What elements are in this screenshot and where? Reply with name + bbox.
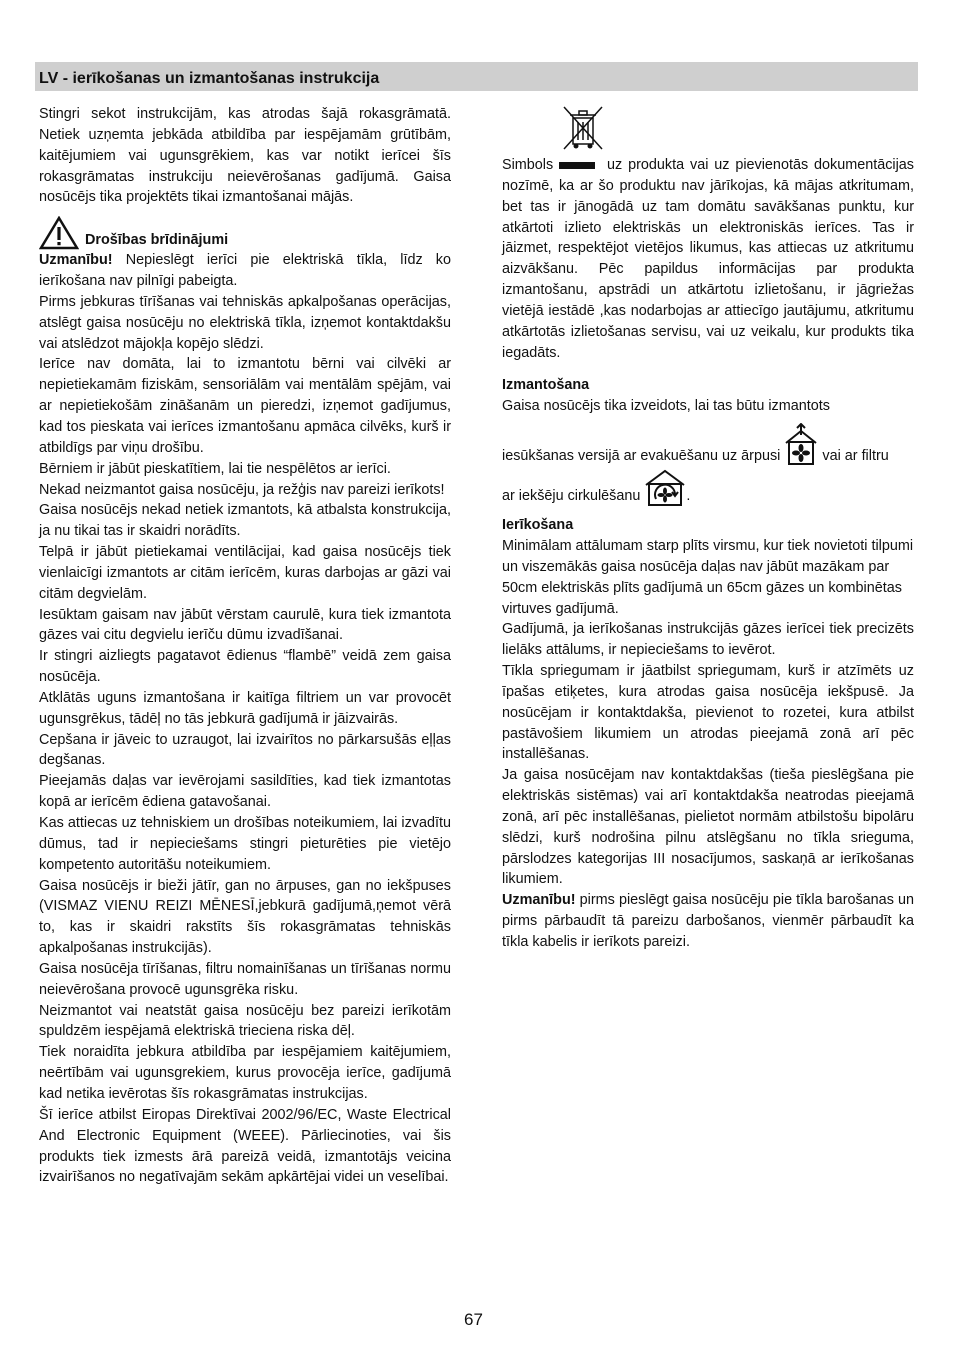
- install-heading: Ierīkošana: [502, 517, 574, 534]
- warning-paragraph: Gaisa nosūcēja tīrīšanas, filtru nomainīšanas un tīrīšanas normu neievērošana provocē ugunsgrēka risku.: [39, 960, 451, 998]
- extraction-house-icon: [784, 423, 818, 467]
- symbol-text: uz produkta vai uz pievienotās dokumentācijas nozīmē, ka ar šo produktu nav jārīkojas, kā mājas atkritumam, bet tas ir jānogādā uz tam domātu savākšanas punktu, kur atkārtoti izlieto elektriskās un elektroniskās ierīces. Tas ir jāizmet, respektējot vietējos likumus, kas attiecas uz atkritumu aizvākšanu. Pēc papildus informācijas par produkta izmantošanu, apstrādi un atkārtotu izlietošanu, ir jāgriežas vietējā iestādē ,kas nodarbojas ar attiecīgo jautājumu, atkritumu atkārtotās izlietošanas servisu, vai uz veikalu, kur produkts tika iegadāts.: [502, 157, 914, 361]
- page-number: 67: [464, 1310, 483, 1329]
- right-column: [502, 104, 914, 953]
- crossed-bin-icon: [560, 104, 606, 152]
- symbol-word: Simbols: [502, 157, 554, 173]
- section-title-bar: [35, 62, 918, 91]
- usage-text-filter: vai ar filtru: [822, 448, 889, 465]
- attention-label: Uzmanību!: [39, 252, 113, 269]
- recirculation-house-icon: [644, 469, 686, 507]
- usage-line-1: Gaisa nosūcējs tika izveidots, lai tas būtu izmantots: [502, 398, 830, 415]
- warning-paragraph: Telpā ir jābūt pietiekamai ventilācijai, kad gaisa nosūcējs tiek vienlaicīgi izmantots ar citām ierīcēm, kuras darbojas ar gāzi vai citām degvielām.: [39, 544, 451, 602]
- warning-paragraph: Pirms jebkuras tīrīšanas vai tehniskās apkalpošanas operācijas, atslēgt gaisa nosūcēju no elektriskā tīkla, izņemot kontaktdakšu vai atslēdzot mājokļa kopējo slēdzi.: [39, 293, 451, 352]
- usage-line-3: [502, 469, 914, 507]
- usage-text-recirculation: ar iekšēju cirkulēšanu: [502, 488, 641, 505]
- warning-paragraph: [39, 250, 451, 292]
- page-title: LV - ierīkošanas un izmantošanas instrukcija: [39, 70, 380, 87]
- install-paragraph: Tīkla spriegumam ir jāatbilst spriegumam, kurš ir atzīmēts uz īpašas etiķetes, kura atrodas gaisa nosūcēja iekšpusē. Ja nosūcējam ir kontaktdakša, pievienot to rozetei, kura atbilst pastāvošiem likumiem un atrodas pieejamā zonā arī pēc installēšanas.: [502, 663, 914, 763]
- warning-triangle-icon: [39, 216, 79, 250]
- warning-paragraph: Gaisa nosūcējs nekad netiek izmantots, kā atbalsta konstrukcija, ja nu tikai tas ir skaidri norādīts.: [39, 502, 451, 540]
- left-column: [39, 104, 451, 1188]
- install-paragraph: [502, 890, 914, 953]
- warning-paragraph: Atklātās uguns izmantošana ir kaitīga filtriem un var provocēt ugunsgrēkus, tādēļ no tās jebkurā gadījumā ir jāizvairās.: [39, 689, 451, 727]
- install-paragraph: Ja gaisa nosūcējam nav kontaktdakšas (tieša pieslēgšana pie elektriskās sistēmas) vai arī kontaktdakša neatrodas pieejamā zonā, arī pēc installēšanas, pielietot normām atbilstošu bipolāru slēdzi, kurš nodrošina pilnu atslēgšanu no tīkla srieguma, pārslodzes kategorijas III nosacījumos, saskaņā ar ierīkošanas likumiem.: [502, 767, 914, 888]
- intro-paragraph: Stingri sekot instrukcijām, kas atrodas šajā rokasgrāmatā. Netiek uzņemta jebkāda atbildība par iespējamām grūtībām, kaitējumiem vai ugunsgrēkiem, kas var notikt ierīcei šīs rokasgrāmatas instrukciju neievērošanas gadījumā. Gaisa nosūcējs tika projektēts tikai izmantošanai mājās.: [39, 106, 451, 206]
- warning-paragraph: Kas attiecas uz tehniskiem un drošības noteikumiem, lai izvadītu dūmus, tad ir nepieciešams stingri pieturēties pie vietējo kompetento autoritāšu noteikumiem.: [39, 815, 451, 873]
- weee-symbol-paragraph: [502, 155, 914, 363]
- warnings-heading-row: [39, 214, 451, 250]
- install-paragraph: Gadījumā, ja ierīkošanas instrukcijās gāzes ierīcei tiek precizēts lielāks attālums, ir nepieciešams to ievērot.: [502, 621, 914, 659]
- install-attention-text: pirms pieslēgt gaisa nosūcēju pie tīkla barošanas un pirms pārbaudīt tā pareizu darbošanos, vienmēr pārbaudīt ka tīkla kabelis ir ierīkots pareizi.: [502, 892, 914, 950]
- warning-paragraph: Tiek noraidīta jebkura atbildība par iespējamiem kaitējumiem, neērtībām vai ugunsgrekiem, kurus provocēja ierīce, gadījumā kad netika ievērotas šīs rokasgrāmatas instrukcijas.: [39, 1044, 451, 1102]
- usage-text-extraction: iesūkšanas versijā ar evakuēšanu uz ārpusi: [502, 448, 781, 465]
- usage-line-2: [502, 423, 914, 467]
- weee-paragraph: Šī ierīce atbilst Eiropas Direktīvai 2002/96/EC, Waste Electrical And Electronic Equipment (WEEE). Pārliecinoties, vai šis produkts tiek izmests ārā pareizā veidā, izmantotājs veicina izvairīšanos no negatīvajām sekām apkārtējai videi un veselībai.: [39, 1106, 451, 1186]
- warning-paragraph: Bērniem ir jābūt pieskatītiem, lai tie nespēlētos ar ierīci.: [39, 460, 391, 477]
- warnings-heading: Drošības brīdinājumi: [85, 232, 229, 249]
- weee-icon-row: [502, 104, 914, 154]
- warning-paragraph: Gaisa nosūcējs ir bieži jātīr, gan no ārpuses, gan no iekšpuses (VISMAZ VIENU REIZI MĒNESĪ,jebkurā gadījumā,ņemot vērā to, kas ir skaidri rakstīts šīs rokasgrāmatas tehniskās apkalpošanas instrukcijās).: [39, 877, 451, 957]
- warning-paragraph: Iesūktam gaisam nav jābūt vērstam caurulē, kura tiek izmantota gāzes vai citu degvielu ierīču dūmu izvadīšanai.: [39, 606, 451, 644]
- warning-paragraph: Nekad neizmantot gaisa nosūcēju, ja režģis nav pareizi ierīkots!: [39, 481, 445, 498]
- install-paragraph: Minimālam attālumam starp plīts virsmu, kur tiek novietoti tilpumi un viszemākās gaisa nosūcēja daļas nav jābūt mazākam par 50cm elektriskās plīts gadījumā un 65cm gāzes un kombinētas virtuves gadījumā.: [502, 537, 914, 617]
- weee-bar-icon: [559, 162, 595, 169]
- warning-paragraph: Ir stingri aizliegts pagatavot ēdienus “flambē” veidā zem gaisa nosūcēja.: [39, 648, 451, 686]
- warning-paragraph: Cepšana ir jāveic to uzraugot, lai izvairītos no pārkarsušās eļļas degšanas.: [39, 731, 451, 769]
- warning-paragraph: Neizmantot vai neatstāt gaisa nosūcēju bez pareizi ierīkotām spuldzēm iespējamā elektriskā trieciena riska dēļ.: [39, 1002, 451, 1040]
- warning-paragraph: Pieejamās daļas var ievērojami sasildīties, kad tiek izmantotas kopā ar ierīcēm ēdiena gatavošanai.: [39, 773, 451, 811]
- warning-paragraph: Ierīce nav domāta, lai to izmantotu bērni vai cilvēki ar nepietiekamām fiziskām, sensoriālām vai mentālām spējām, vai ar nepietiekošām zināšanām un pieredzi, izņemot gadījumus, kad tos pieskata vai ierīces izmantošanu apmāca cilvēks, kurš ir atbildīgs par viņu drošību.: [39, 356, 451, 456]
- attention-label: Uzmanību!: [502, 892, 576, 909]
- usage-heading: Izmantošana: [502, 377, 590, 394]
- usage-end-period: .: [686, 488, 691, 505]
- warning-text: Nepieslēgt ierīci pie elektriskā tīkla, līdz ko ierīkošana nav pilnīgi pabeigta.: [39, 252, 451, 290]
